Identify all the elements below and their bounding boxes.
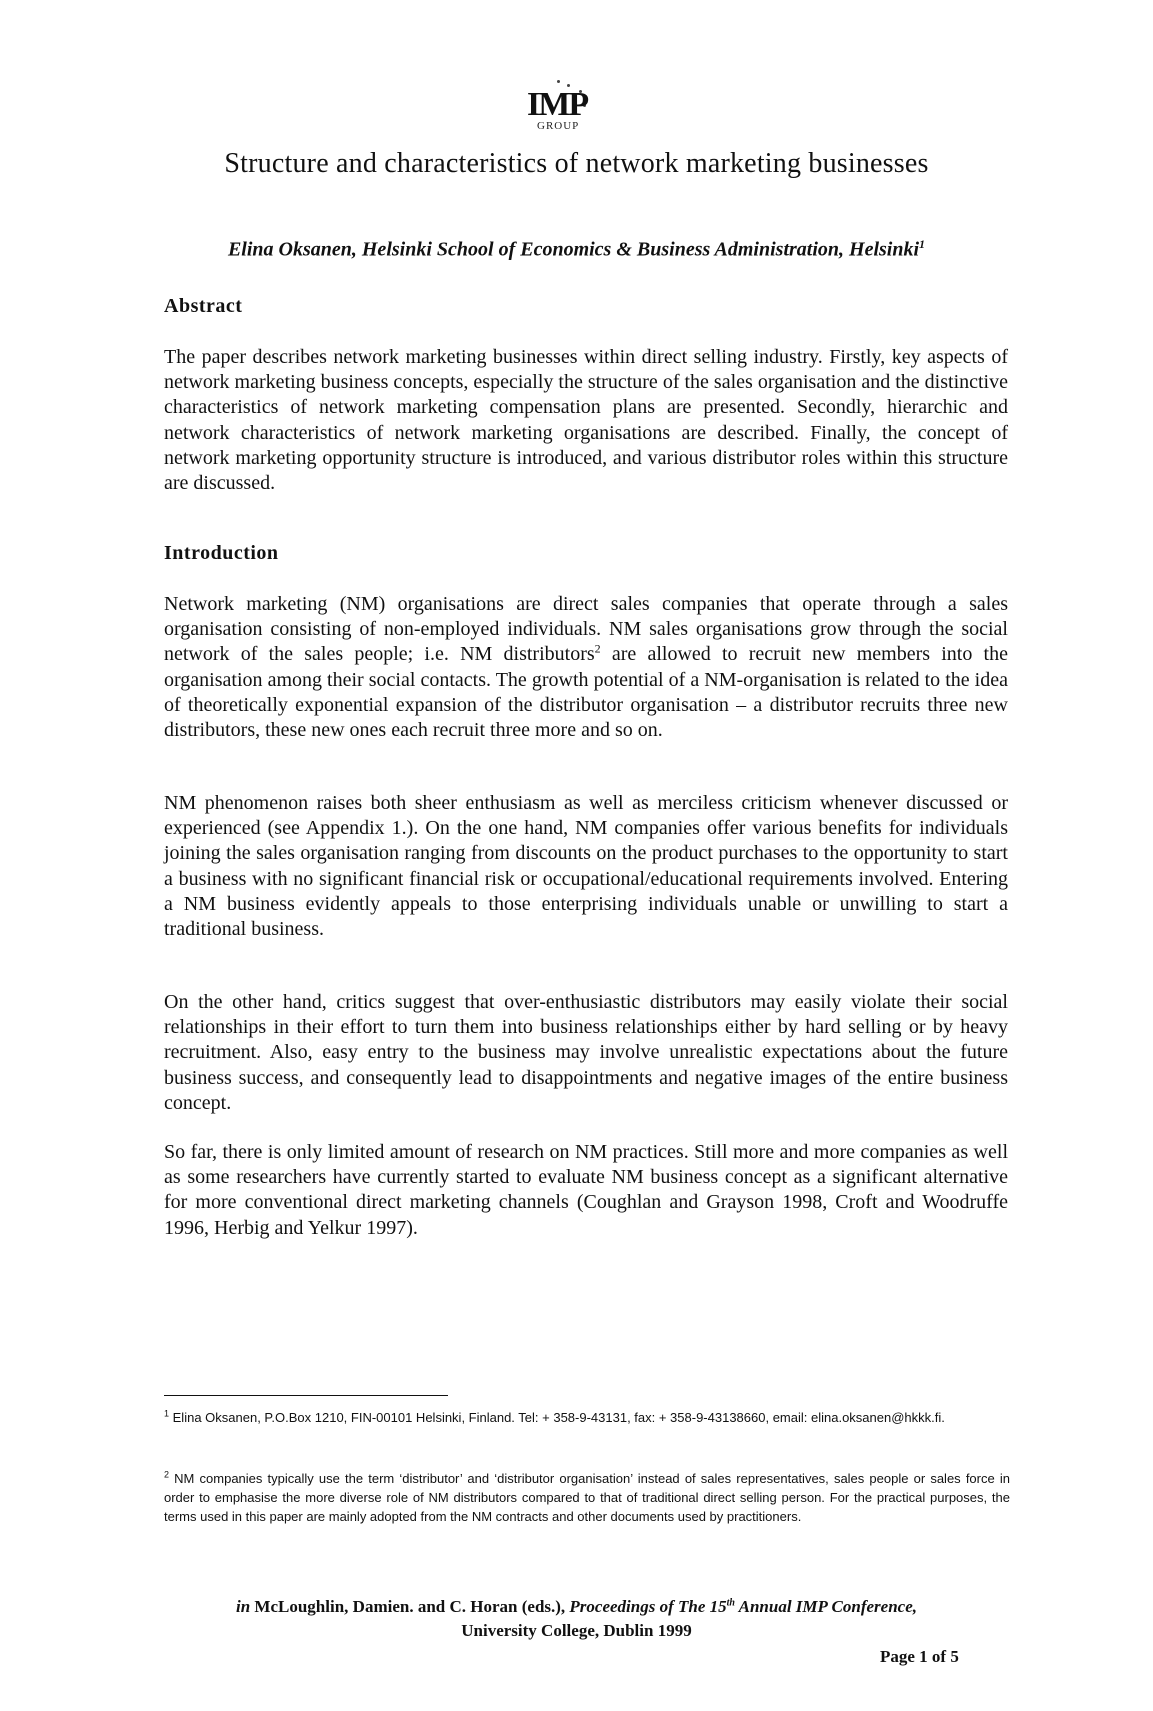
footnote-mark: 2	[164, 1469, 170, 1480]
footnote-mark: 1	[164, 1408, 170, 1419]
citation-line-2: University College, Dublin 1999	[461, 1621, 692, 1640]
citation-conference: Annual IMP Conference	[735, 1597, 913, 1616]
paper-title: Structure and characteristics of network marketing businesses	[224, 148, 929, 179]
footnote-1	[164, 1408, 1010, 1427]
footnote-text: Elina Oksanen, P.O.Box 1210, FIN-00101 Helsinki, Finland. Tel: + 358-9-43131, fax: + 358-9-43138660, email: elina.oksanen@hkkk.fi.	[172, 1410, 945, 1425]
footnote-separator	[164, 1395, 448, 1396]
page-number: Page 1 of 5	[880, 1647, 959, 1666]
intro-paragraph-1	[164, 592, 1008, 743]
citation-prefix: in	[235, 1597, 251, 1616]
citation-ordinal: th	[726, 1597, 735, 1609]
abstract-heading: Abstract	[164, 295, 243, 317]
footnote-ref-2: 2	[594, 641, 601, 656]
citation-proceedings: Proceedings of The 15	[569, 1597, 727, 1616]
intro-paragraph-2: NM phenomenon raises both sheer enthusiasm as well as merciless criticism whenever discussed or experienced (see Appendix 1.). On the one hand, NM companies offer various benefits for individuals joining the sales organisation ranging from discounts on the product purchases to the opportunity to start a business with no significant financial risk or occupational/educational requirements involved. Entering a NM business evidently appeals to those enterprising individuals unable or unwilling to start a traditional business.	[164, 792, 1008, 941]
citation-editors: McLoughlin, Damien. and C. Horan (eds.),	[250, 1597, 570, 1616]
citation-line-1	[0, 1595, 1153, 1619]
imp-group-logo	[527, 80, 587, 138]
logo-sub-text: GROUP	[537, 120, 580, 132]
intro-paragraph-4: So far, there is only limited amount of research on NM practices. Still more and more companies as well as some researchers have currently started to evaluate NM business concept as a significant alternative for more conventional direct marketing channels (Coughlan and Grayson 1998, Croft and Woodruffe 1996, Herbig and Yelkur 1997).	[164, 1141, 1008, 1239]
logo-speck	[557, 80, 560, 83]
intro-paragraph-1-end: are allowed to recruit new members into the organisation among their social contacts. The growth potential of a NM-organisation is related to the idea of theoretically exponential expansion of the distributor organisation – a distributor recruits three new distributors, these new ones each recruit three more and so on.	[164, 643, 1008, 742]
abstract-text: The paper describes network marketing businesses within direct selling industry. Firstly, key aspects of network marketing business concepts, especially the structure of the sales organisation and the distinctive characteristics of network marketing compensation plans are presented. Secondly, hierarchic and network characteristics of network marketing organisations are described. Finally, the concept of network marketing opportunity structure is introduced, and various distributor roles within this structure are discussed.	[164, 346, 1008, 495]
footnote-2	[164, 1469, 1010, 1526]
author-footnote-mark: 1	[919, 237, 926, 251]
intro-paragraph-1-start: Network marketing (NM) organisations are direct sales companies that operate through a sales organisation consisting of non-employed individuals. NM sales organisations grow through the social network of the sales people; i.e. NM distributors	[164, 593, 1008, 666]
author-line	[0, 237, 1153, 262]
footnote-text: NM companies typically use the term ‘distributor’ and ‘distributor organisation’ instead of sales representatives, sales people or sales force in order to emphasise the more diverse role of NM distributors compared to that of traditional direct selling person. For the practical purposes, the terms used in this paper are mainly adopted from the NM contracts and other documents used by practitioners.	[164, 1471, 1010, 1524]
introduction-heading: Introduction	[164, 542, 279, 564]
intro-paragraph-3: On the other hand, critics suggest that over-enthusiastic distributors may easily violate their social relationships in their effort to turn them into business relationships either by hard selling or by heavy recruitment. Also, easy entry to the business may involve unrealistic expectations about the future business success, and consequently lead to disappointments and negative images of the entire business concept.	[164, 991, 1008, 1114]
citation-end: ,	[912, 1597, 917, 1616]
author-text: Elina Oksanen, Helsinki School of Economics & Business Administration, Helsinki	[227, 238, 920, 261]
logo-main-text: IMP	[527, 86, 588, 123]
proceedings-citation	[0, 1595, 1153, 1643]
